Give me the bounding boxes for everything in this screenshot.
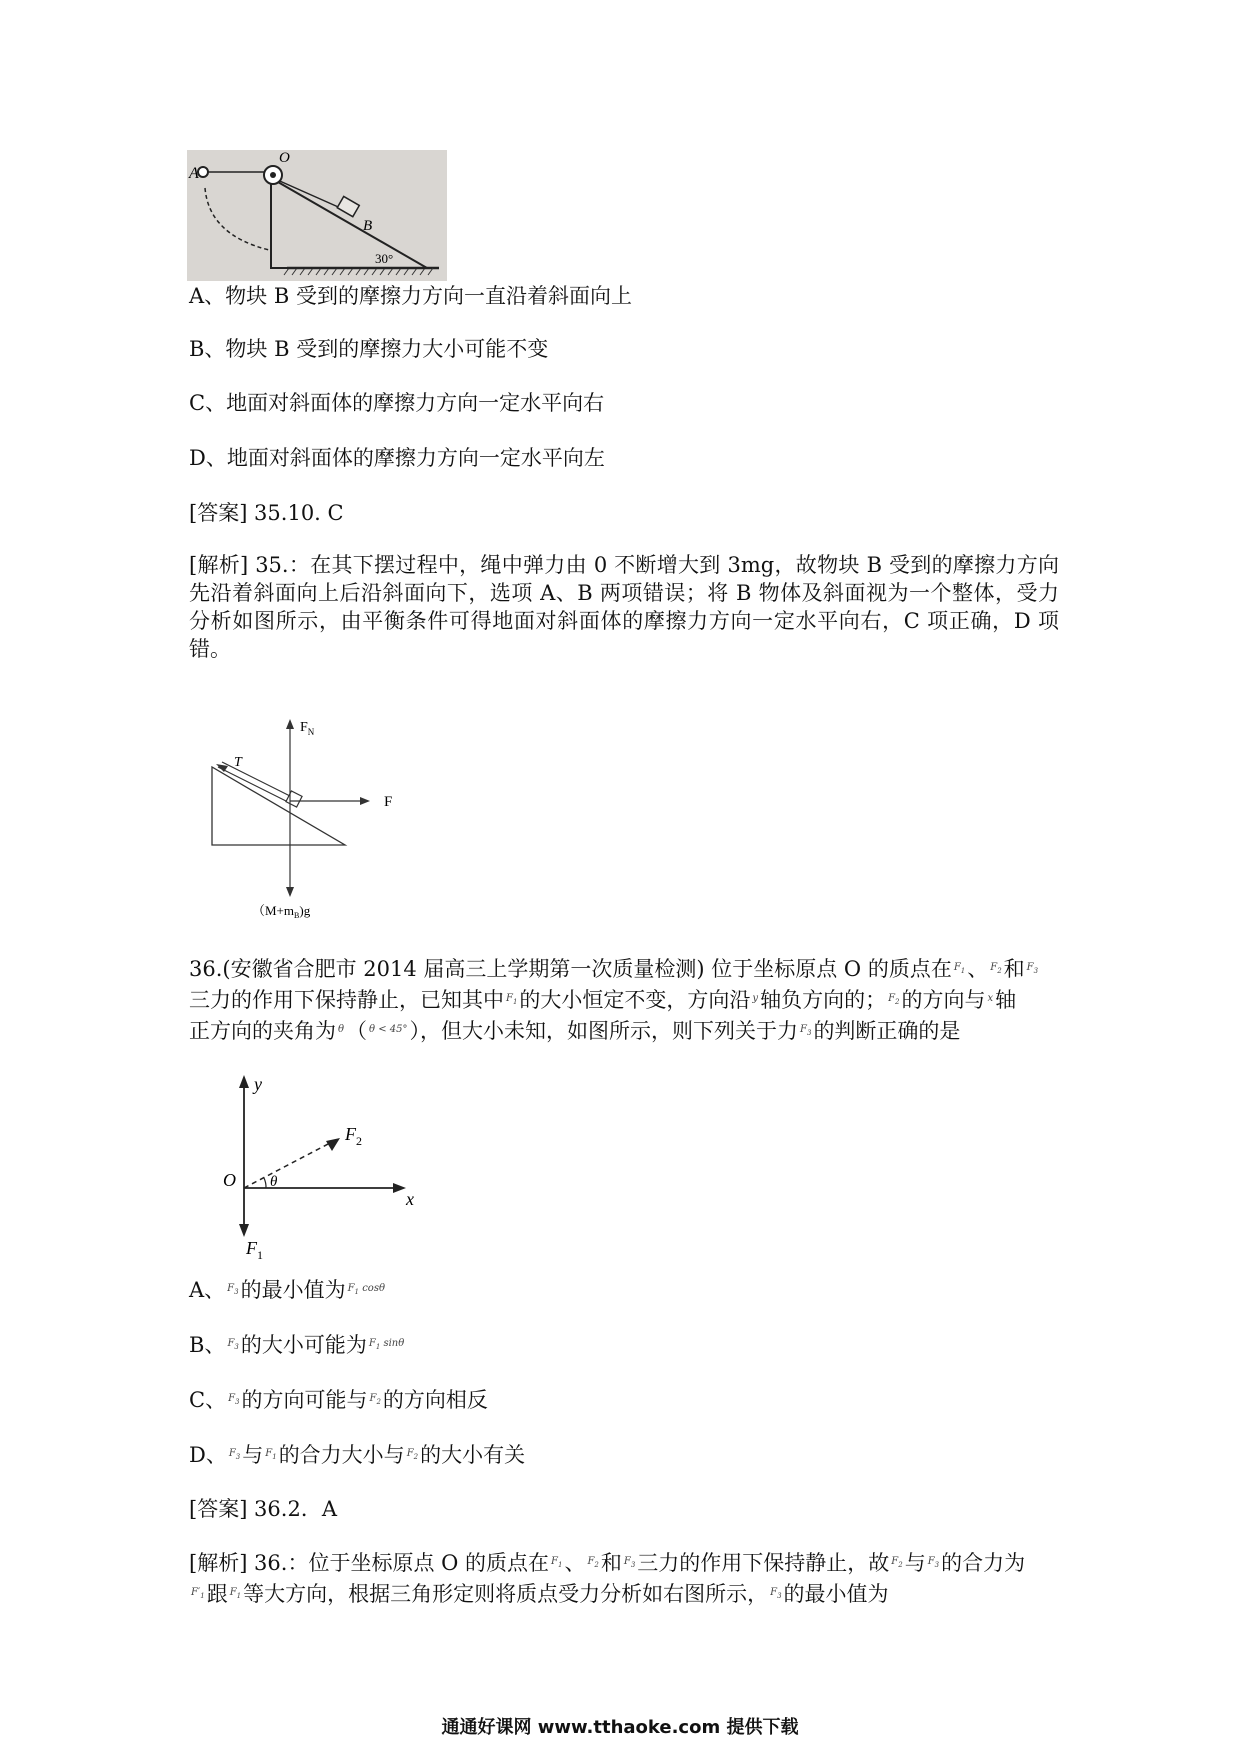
label-F: F <box>384 794 393 810</box>
label-theta: θ <box>270 1174 278 1190</box>
q36-stem-line-1: 36.(安徽省合肥市 2014 届高三上学期第一次质量检测) 位于坐标原点 O 的质点在 $^{F_1}$、 $^{F_2}$和 $^{F_3}$ <box>189 957 1039 981</box>
label-weight: $(M+m_B)g$ <box>252 903 311 920</box>
q36-stem-line-3: 正方向的夹角为 $^\theta$（ $^{\theta < 45^\circ}$），但大小未知，如图所示，则下列关于力 $^{F_3}$的判断正确的是 <box>189 1019 961 1043</box>
f2-dashed-vector <box>244 1143 330 1188</box>
f1-arrowhead <box>239 1224 249 1237</box>
label-y: y <box>254 1074 262 1094</box>
label-FN: $F_N$ <box>300 720 315 737</box>
weight-arrowhead <box>286 887 294 897</box>
ball-A <box>198 167 208 177</box>
incline-triangle <box>212 767 345 845</box>
q35-option-a: A、物块 B 受到的摩擦力方向一直沿着斜面向上 <box>189 284 632 308</box>
symbol-theta: θ <box>338 1024 345 1035</box>
block <box>286 791 302 807</box>
q36-option-d: D、 $^{F_3}$与 $^{F_1}$的合力大小与 $^{F_2}$的大小有关 <box>189 1443 526 1467</box>
q35-option-c: C、地面对斜面体的摩擦力方向一定水平向右 <box>189 391 605 415</box>
label-x: x <box>406 1189 414 1209</box>
label-F1: $F_1$ <box>246 1238 263 1262</box>
theta-arc <box>264 1178 266 1188</box>
symbol-y: y <box>752 993 759 1004</box>
tension-line-a <box>218 767 292 804</box>
label-A: A <box>189 165 199 182</box>
symbol-F3: F3 <box>800 1024 812 1037</box>
symbol-F3: F3 <box>1026 962 1039 975</box>
label-T: T <box>234 755 242 770</box>
photo-background <box>187 150 447 281</box>
x-arrowhead <box>393 1183 406 1193</box>
q36-analysis <box>189 1548 1059 1610</box>
force-analysis-figure <box>200 715 420 920</box>
q36-option-a: A、 $^{F_3}$的最小值为 $^{F_1 cos\theta}$ <box>189 1278 385 1302</box>
symbol-condition: θ < 45° <box>369 1024 408 1035</box>
q35-analysis-line-2: 先沿着斜面向上后沿斜面向下，选项 A、B 两项错误；将 B 物体及斜面视为一个整体，受力 <box>189 581 1059 605</box>
q35-option-b: B、物块 B 受到的摩擦力大小可能不变 <box>189 337 549 361</box>
q36-analysis-line-1: [解析] 36.：位于坐标原点 O 的质点在 $^{F_1}$、 $^{F_2}$和 $^{F_3}$三力的作用下保持静止，故 $^{F_2}$与 $^{F_3}$的合力为 <box>189 1551 1026 1575</box>
label-origin: O <box>223 1170 236 1190</box>
label-O: O <box>279 150 290 166</box>
pulley-axle <box>270 172 276 178</box>
q35-analysis <box>189 551 1059 663</box>
symbol-F2: F2 <box>990 962 1002 975</box>
symbol-F1: F1 <box>506 993 518 1006</box>
q35-analysis-line-1: [解析] 35.：在其下摆过程中，绳中弹力由 0 不断增大到 3mg，故物块 B 受到的摩擦力方向 <box>189 553 1059 577</box>
y-arrowhead <box>239 1075 249 1088</box>
symbol-F2: F2 <box>888 993 900 1006</box>
footer-source: 通通好课网 www.tthaoke.com 提供下载 <box>441 1717 799 1738</box>
symbol-x: x <box>987 993 994 1004</box>
symbol-F1: F1 <box>953 962 966 975</box>
q35-option-d: D、地面对斜面体的摩擦力方向一定水平向左 <box>189 446 605 470</box>
label-B: B <box>363 218 373 234</box>
label-F2: $F_2$ <box>345 1124 362 1148</box>
f2-arrowhead <box>326 1138 340 1151</box>
q36-option-b: B、 $^{F_3}$的大小可能为 $^{F_1 sin\theta}$ <box>189 1333 405 1357</box>
q36-answer: [答案] 36.2．A <box>189 1497 337 1521</box>
q35-analysis-line-3: 分析如图所示，由平衡条件可得地面对斜面体的摩擦力方向一定水平向右，C 项正确，D 项 <box>189 609 1059 633</box>
q35-answer: [答案] 35.10. C <box>189 501 344 525</box>
normal-arrowhead <box>286 719 294 729</box>
label-angle: 30° <box>375 251 394 266</box>
coordinate-figure <box>220 1070 420 1260</box>
q36-stem <box>189 954 1059 1047</box>
friction-arrowhead <box>360 797 370 805</box>
q36-analysis-line-2: $^{F'_1}$跟 $^{F_1}$等大方向，根据三角形定则将质点受力分析如右图所示， $^{F_3}$的最小值为 <box>191 1582 889 1606</box>
q36-stem-line-2: 三力的作用下保持静止，已知其中 $^{F_1}$的大小恒定不变，方向沿 $^y$轴负方向的； $^{F_2}$的方向与 $^x$轴 <box>189 988 1017 1012</box>
pulley-incline-figure <box>187 150 447 281</box>
q36-option-c: C、 $^{F_3}$的方向可能与 $^{F_2}$的方向相反 <box>189 1388 488 1412</box>
q35-analysis-line-4: 错。 <box>189 637 231 661</box>
